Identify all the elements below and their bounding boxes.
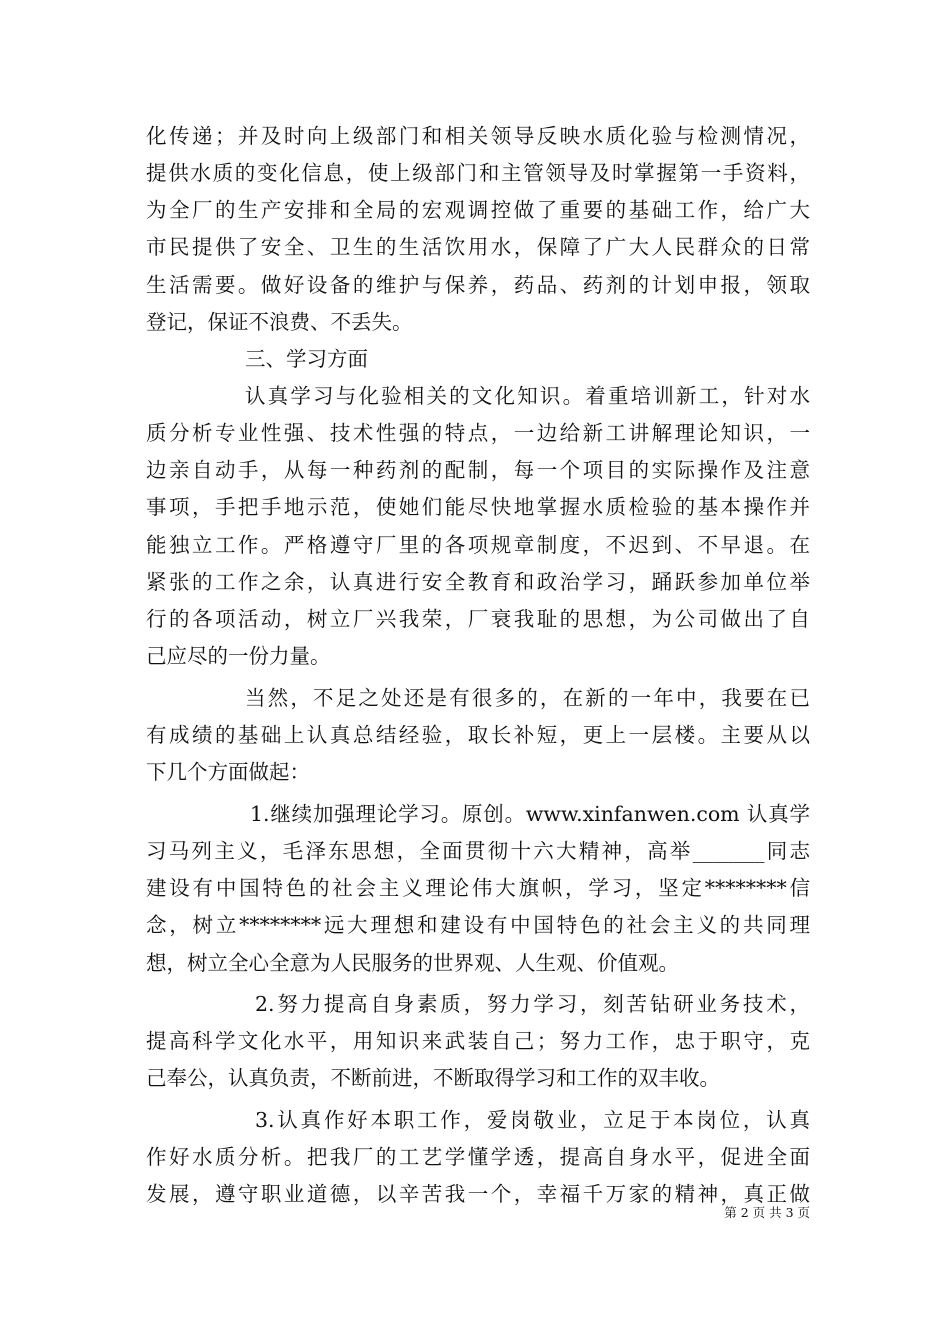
text-line: 能独立工作。严格遵守厂里的各项规章制度，不迟到、不早退。在	[146, 533, 810, 557]
text-line: 提供水质的变化信息，使上级部门和主管领导及时掌握第一手资料，	[146, 161, 810, 185]
text-line: 边亲自动手，从每一种药剂的配制，每一个项目的实际操作及注意	[146, 458, 810, 482]
text-line: 下几个方面做起：	[146, 760, 310, 784]
text-line: 有成绩的基础上认真总结经验，取长补短，更上一层楼。主要从以	[146, 723, 810, 747]
text-line: 化传递；并及时向上级部门和相关领导反映水质化验与检测情况，	[146, 124, 810, 148]
text-line: 己奉公，认真负责，不断前进，不断取得学习和工作的双丰收。	[146, 1066, 720, 1090]
text-line: 当然，不足之处还是有很多的，在新的一年中，我要在已	[245, 686, 810, 710]
text-line: 认真学习与化验相关的文化知识。着重培训新工，针对水	[245, 384, 810, 408]
text-line: 建设有中国特色的社会主义理论伟大旗帜，学习，坚定********信	[146, 876, 810, 900]
text-line: 行的各项活动，树立厂兴我荣，厂衰我耻的思想，为公司做出了自	[146, 607, 810, 631]
text-line: 生活需要。做好设备的维护与保养，药品、药剂的计划申报，领取	[146, 273, 810, 297]
text-line: 事项，手把手地示范，使她们能尽快地掌握水质检验的基本操作并	[146, 495, 810, 519]
text-line: 想，树立全心全意为人民服务的世界观、人生观、价值观。	[146, 951, 679, 975]
page-number-footer: 第 2 页 共 3 页	[724, 1205, 810, 1220]
text-line: 2.努力提高自身素质，努力学习，刻苦钻研业务技术，	[255, 992, 810, 1016]
text-line: 质分析专业性强、技术性强的特点，一边给新工讲解理论知识，一	[146, 421, 810, 445]
text-line: 市民提供了安全、卫生的生活饮用水，保障了广大人民群众的日常	[146, 235, 810, 259]
text-line: 念，树立********远大理想和建设有中国特色的社会主义的共同理	[146, 913, 810, 937]
text-line: 3.认真作好本职工作，爱岗敬业，立足于本岗位，认真	[255, 1108, 810, 1132]
text-line: 己应尽的一份力量。	[146, 644, 331, 668]
section-heading: 三、学习方面	[245, 347, 368, 371]
text-line: 1.继续加强理论学习。原创。www.xinfanwen.com 认真学	[250, 802, 810, 826]
text-line: 发展，遵守职业道德，以辛苦我一个，幸福千万家的精神，真正做	[146, 1182, 810, 1206]
text-line: 登记，保证不浪费、不丢失。	[146, 310, 413, 334]
text-line: 提高科学文化水平，用知识来武装自己；努力工作，忠于职守，克	[146, 1029, 810, 1053]
text-line: 紧张的工作之余，认真进行安全教育和政治学习，踊跃参加单位举	[146, 570, 810, 594]
text-line: 习马列主义，毛泽东思想，全面贯彻十六大精神，高举_______同志	[146, 839, 810, 863]
text-line: 为全厂的生产安排和全局的宏观调控做了重要的基础工作，给广大	[146, 198, 810, 222]
text-line: 作好水质分析。把我厂的工艺学懂学透，提高自身水平，促进全面	[146, 1145, 810, 1169]
